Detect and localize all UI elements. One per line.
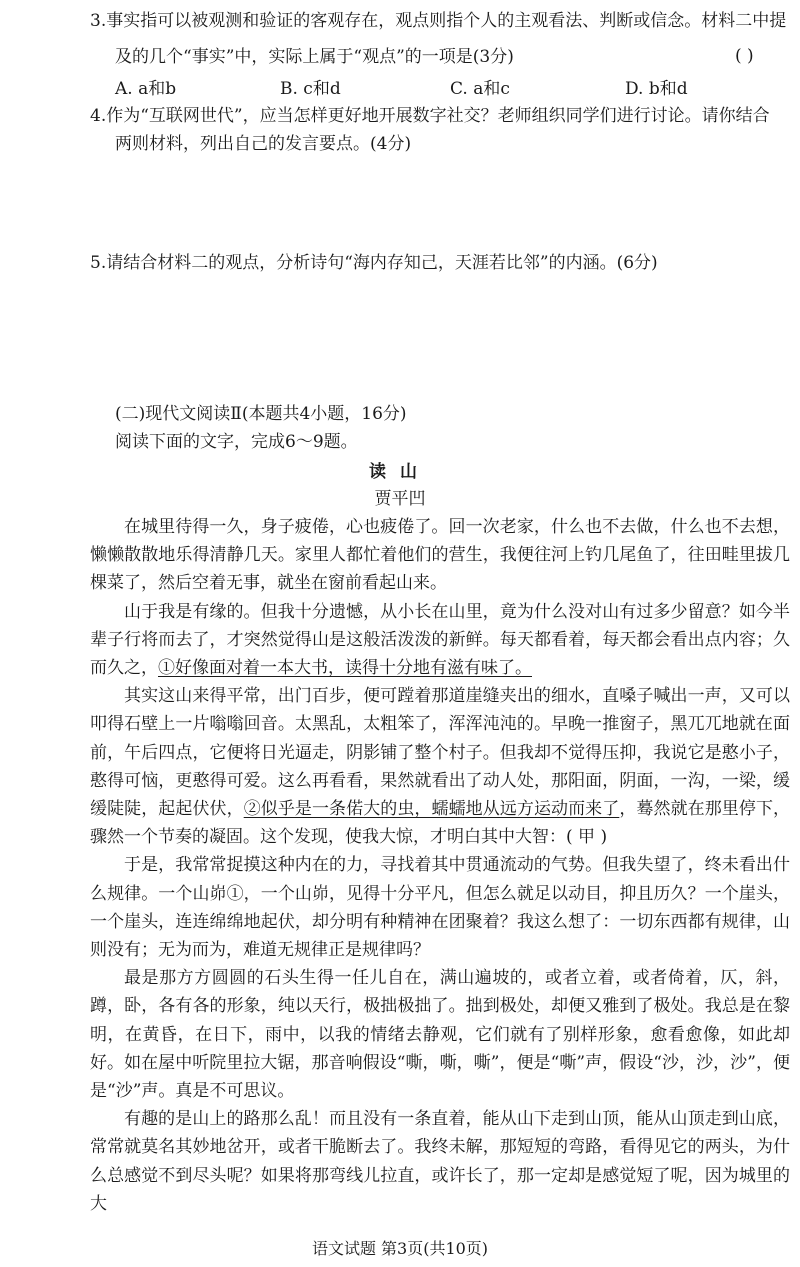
question-3-line-2: 及的几个“事实”中，实际上属于“观点”的一项是(3分): [115, 47, 514, 67]
answer-bracket: ( ): [735, 46, 754, 66]
question-4-line-1: 4.作为“互联网世代”，应当怎样更好地开展数字社交？老师组织同学们进行讨论。请你结合: [90, 106, 770, 126]
underlined-sentence-2: ②似乎是一条偌大的虫，蠕蠕地从远方运动而来了: [243, 799, 620, 820]
article-title: 读山: [369, 462, 431, 482]
paragraph-5: 最是那方方圆圆的石头生得一任儿自在，满山遍坡的，或者立着，或者倚着，仄，斜，蹲，卧，各有各的形象，纯以天行，极拙极拙了。拙到极处，却便又雅到了极处。我总是在黎明，在黄昏，在日下，雨中，以我的情绪去静观，它们就有了别样形象，愈看愈像，如此却好。如在屋中听院里拉大锯，那音响假设“嘶，嘶，嘶”，便是“嘶”声，假设“沙，沙，沙”，便是“沙”声。真是不可思议。: [90, 968, 790, 1102]
paragraph-3-text-a: 其实这山来得平常，出门百步，便可蹚着那道崖缝夹出的细水，直嗓子喊出一声，又可以叩得石壁上一片嗡嗡回音。太黑乱，太粗笨了，浑浑沌沌的。早晚一推窗子，黑兀兀地就在面前，午后四点，它便将日光逼走，阴影铺了整个村子。但我却不觉得压抑，我说它是憨小子，憨得可恼，更憨得可爱。这么再看看，果然就看出了动人处，那阳面，阴面，一沟，一梁，缓缓陡陡，起起伏伏，: [90, 686, 790, 820]
option-c: C. a和c: [450, 79, 510, 99]
article-body: [90, 513, 790, 1218]
paragraph-3-text-b: ，蓦然就在那里停下，骤然一个节奏的凝固。这个发现，使我大惊，才明白其中大智：( 甲 ): [90, 799, 791, 848]
question-3-options: [115, 74, 715, 99]
paragraph-3: [90, 682, 790, 851]
paragraph-2-text: 山于我是有缘的。但我十分遗憾，从小长在山里，竟为什么没对山有过多少留意？如今半辈子行将而去了，才突然觉得山是这般活泼泼的新鲜。每天都看着，每天都会看出点内容；久而久之，: [90, 601, 790, 679]
paragraph-2: [90, 598, 790, 683]
section-instruction: 阅读下面的文字，完成6～9题。: [115, 432, 358, 452]
question-4-line-2: 两则材料，列出自己的发言要点。(4分): [115, 134, 412, 154]
option-a: A. a和b: [115, 79, 177, 99]
question-5-line-1: 5.请结合材料二的观点，分析诗句“海内存知己，天涯若比邻”的内涵。(6分): [90, 253, 658, 273]
option-b: B. c和d: [280, 79, 341, 99]
section-heading: (二)现代文阅读Ⅱ(本题共4小题，16分): [115, 404, 407, 424]
option-d: D. b和d: [625, 79, 688, 99]
article-author: 贾平凹: [374, 489, 426, 509]
underlined-sentence-1: ①好像面对着一本大书，读得十分地有滋有味了。: [158, 658, 532, 679]
paragraph-6: 有趣的是山上的路那么乱！而且没有一条直着，能从山下走到山顶，能从山顶走到山底，常常就莫名其妙地岔开，或者干脆断去了。我终未解，那短短的弯路，看得见它的两头，为什么总感觉不到尽头呢？如果将那弯线儿拉直，或许长了，那一定却是感觉短了呢，因为城里的大: [90, 1109, 790, 1214]
question-3-line-1: 3.事实指可以被观测和验证的客观存在，观点则指个人的主观看法、判断或信念。材料二中提: [90, 11, 787, 31]
page-footer: 语文试题 第3页(共10页): [311, 1239, 489, 1258]
paragraph-4: 于是，我常常捉摸这种内在的力，寻找着其中贯通流动的气势。但我失望了，终未看出什么规律。一个山峁①，一个山峁，见得十分平凡，但怎么就足以动目，抑且历久？一个崖头，一个崖头，连连绵绵地起伏，却分明有种精神在团聚着？我这么想了：一切东西都有规律，山则没有；无为而为，难道无规律正是规律吗？: [90, 855, 790, 961]
paragraph-1: 在城里待得一久，身子疲倦，心也疲倦了。回一次老家，什么也不去做，什么也不去想，懒懒散散地乐得清静几天。家里人都忙着他们的营生，我便往河上钓几尾鱼了，往田畦里拔几棵菜了，然后空着无事，就坐在窗前看起山来。: [90, 517, 790, 594]
